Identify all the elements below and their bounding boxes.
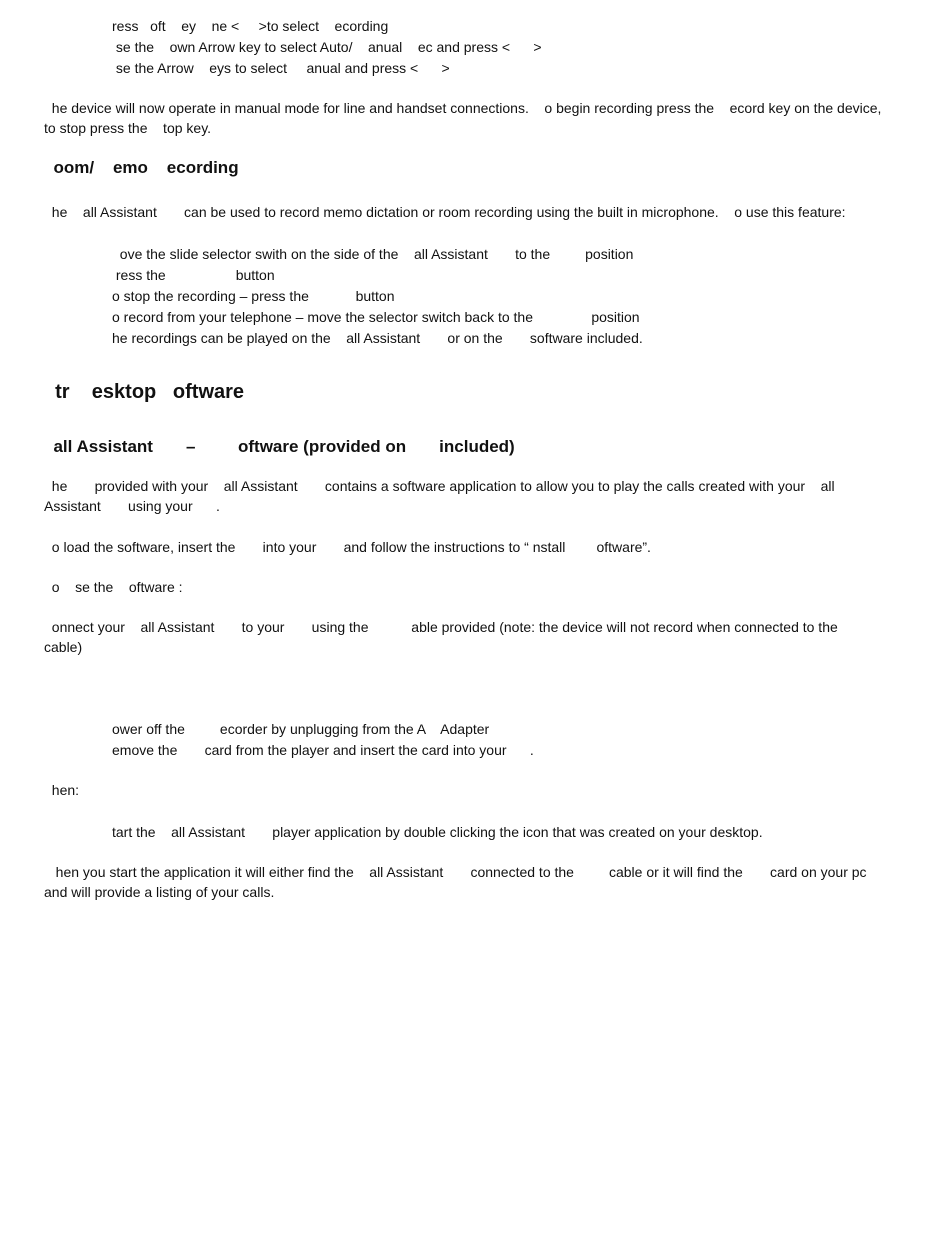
connect-paragraph-line-1: onnect your all Assistant to your using the able provided (note: the device will not record when connected to the [44,619,838,635]
step-auto-manual-line: se the own Arrow key to select Auto/ anual ec and press < > [112,39,542,55]
software-provided-heading: all Assistant – oftware (provided on included) [44,437,515,456]
room-memo-paragraph: he all Assistant can be used to record memo dictation or room recording using the built in microphone. o use this feature: [44,204,846,220]
step-start-player: tart the all Assistant player application by double clicking the icon that was created on your desktop. [112,824,763,840]
room-step-press-button: ress the button [112,267,275,283]
when-paragraph-line-2: and will provide a listing of your calls. [44,884,275,900]
room-step-playback: he recordings can be played on the all Assistant or on the software included. [112,330,643,346]
step-power-off: ower off the ecorder by unplugging from the A Adapter [112,721,490,737]
step-remove-card: emove the card from the player and insert the card into your . [112,742,534,758]
room-step-record-telephone: o record from your telephone – move the selector switch back to the position [112,309,640,325]
room-step-slide-selector: ove the slide selector swith on the side of the all Assistant to the position [112,246,634,262]
provided-paragraph-line-2: Assistant using your . [44,498,220,514]
then-paragraph: hen: [44,782,80,798]
step-record-line: ress oft ey ne < >to select ecording [112,18,389,34]
connect-paragraph-line-2: cable) [44,639,83,655]
when-paragraph-line-1: hen you start the application it will either find the all Assistant connected to the cable or it will find the card on your pc [44,864,867,880]
room-step-stop-recording: o stop the recording – press the button [112,288,395,304]
manual-mode-paragraph-line-2: to stop press the top key. [44,120,212,136]
step-select-manual-line: se the Arrow eys to select anual and press < > [112,60,450,76]
manual-mode-paragraph-line-1: he device will now operate in manual mode for line and handset connections. o begin recording press the ecord key on the device, [44,100,882,116]
provided-paragraph-line-1: he provided with your all Assistant contains a software application to allow you to play the calls created with your all [44,478,835,494]
load-software-paragraph: o load the software, insert the into your and follow the instructions to “ nstall oftware”. [44,539,651,555]
room-memo-heading: oom/ emo ecording [44,158,239,177]
desktop-software-heading: tr esktop oftware [44,381,245,403]
use-software-paragraph: o se the oftware : [44,579,183,595]
